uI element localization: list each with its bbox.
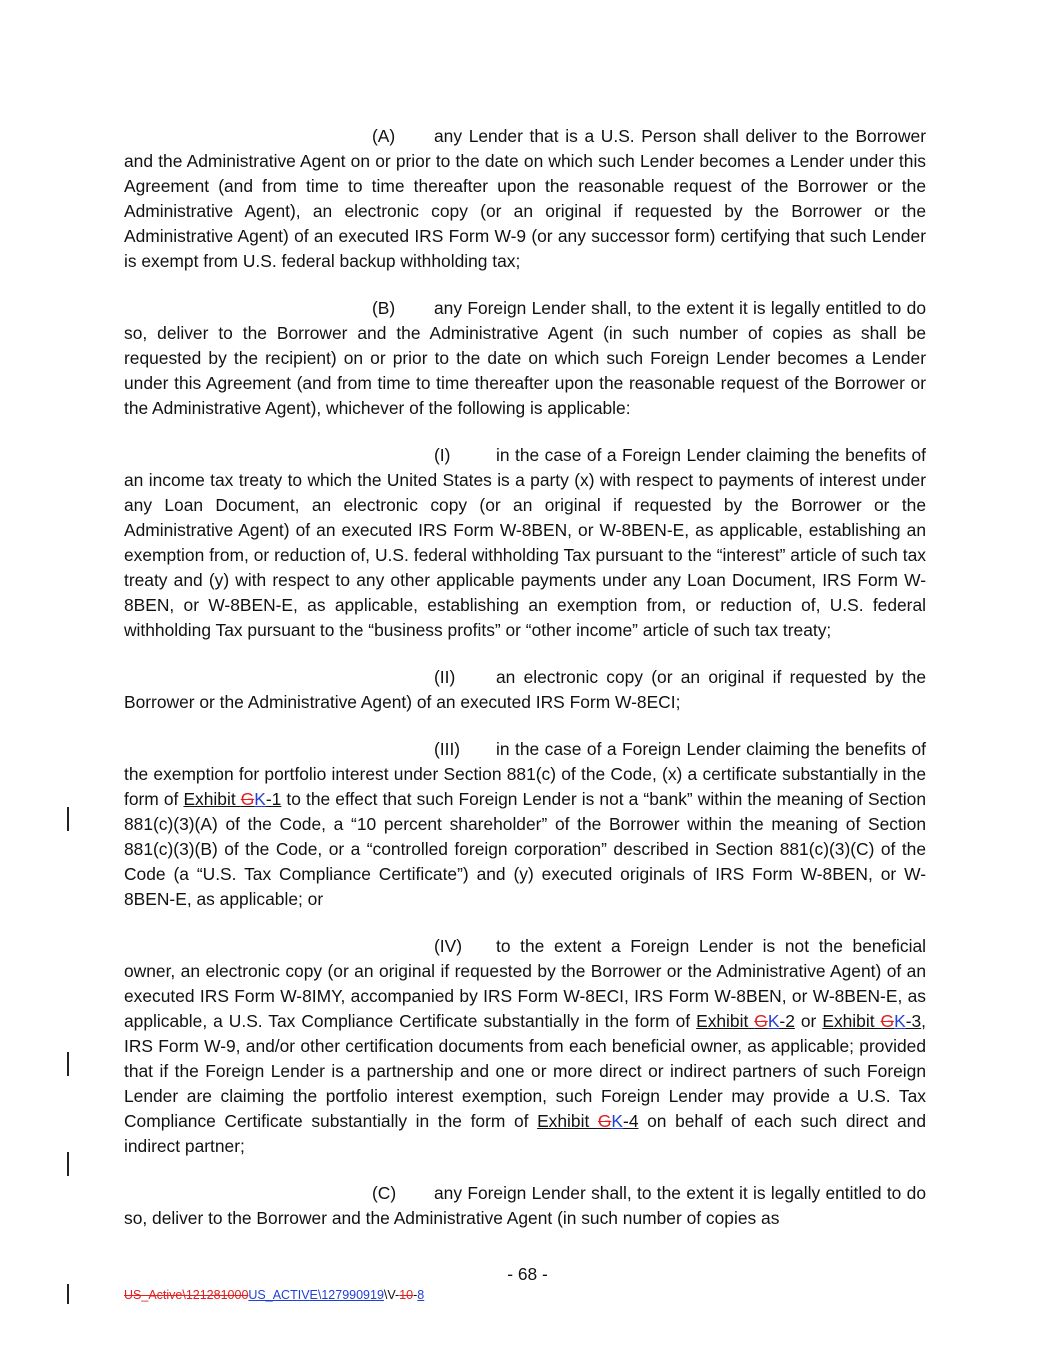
inserted-letter: K <box>894 1011 906 1031</box>
paragraph-a <box>124 124 926 274</box>
paragraph-ii-label: (II) <box>434 667 456 687</box>
paragraph-iii-label: (III) <box>434 739 461 759</box>
paragraph-iv-text-4: on behalf of each such direct and indirect partner; <box>124 1111 926 1156</box>
change-bar <box>67 807 69 831</box>
inserted-letter: K <box>611 1111 624 1131</box>
paragraph-b-label: (B) <box>372 298 396 318</box>
exhibit-k2-reference: Exhibit GK-2 <box>696 1011 795 1031</box>
page-number: - 68 - <box>507 1264 548 1284</box>
deleted-letter: G <box>240 789 255 809</box>
paragraph-c <box>124 1181 926 1231</box>
paragraph-iv-text-1: to the extent a Foreign Lender is not the beneficial owner, an electronic copy (or an original if requested by the Borrower or the Administrative Agent) of an executed IRS Form W-8IMY, accompanied by IRS Form W-8ECI, IRS Form W-8BEN, or W-8BEN-E, as applicable, a U.S. Tax Compliance Certificate substantially in the form of <box>124 936 926 1031</box>
paragraph-i <box>124 443 926 643</box>
paragraph-ii-text: an electronic copy (or an original if requested by the Borrower or the Administrative Agent) of an executed IRS Form W-8ECI; <box>124 667 926 712</box>
exhibit-k1-reference: Exhibit GK-1 <box>183 789 282 809</box>
paragraph-iv-label: (IV) <box>434 936 463 956</box>
footer-inserted-id: US_ACTIVE\127990919 <box>248 1288 384 1302</box>
paragraph-iii-text-2: to the effect that such Foreign Lender is not a “bank” within the meaning of Section 881(c)(3)(A) of the Code, a “10 percent shareholder” of the Borrower within the meaning of Section 881(c)(3)(B) of the Code, or a “controlled foreign corporation” described in Section 881(c)(3)(C) of the Code (a “U.S. Tax Compliance Certificate”) and (y) executed originals of IRS Form W-8BEN, or W-8BEN-E, as applicable; or <box>124 789 926 909</box>
footer-deleted-version: 10 <box>399 1288 414 1302</box>
paragraph-iv <box>124 934 926 1159</box>
inserted-letter: K <box>254 789 266 809</box>
footer-version-prefix: \V- <box>383 1288 400 1302</box>
deleted-letter: G <box>880 1011 895 1031</box>
paragraph-iv-text-2: or <box>794 1011 823 1031</box>
change-bar <box>67 1284 69 1304</box>
paragraph-c-text: any Foreign Lender shall, to the extent it is legally entitled to do so, deliver to the Borrower and the Administrative Agent (in such number of copies as <box>124 1183 926 1228</box>
deleted-letter: G <box>754 1011 768 1031</box>
footer-deleted-id: US_Active\121281000 <box>124 1288 249 1302</box>
deleted-letter: G <box>597 1111 612 1131</box>
paragraph-c-label: (C) <box>372 1183 397 1203</box>
paragraph-iii <box>124 737 926 912</box>
exhibit-k3-reference: Exhibit GK-3 <box>822 1011 922 1031</box>
inserted-letter: K <box>767 1011 780 1031</box>
change-bar <box>67 1152 69 1176</box>
footer-inserted-version: 8 <box>417 1288 425 1302</box>
paragraph-b <box>124 296 926 421</box>
paragraph-b-text: any Foreign Lender shall, to the extent it is legally entitled to do so, deliver to the Borrower and the Administrative Agent (in such number of copies as shall be requested by the recipient) on or prior to the date on which such Foreign Lender becomes a Lender under this Agreement (and from time to time thereafter upon the reasonable request of the Borrower or the Administrative Agent), whichever of the following is applicable: <box>124 298 926 418</box>
exhibit-k4-reference: Exhibit GK-4 <box>537 1111 639 1131</box>
footer-separator: - <box>413 1288 418 1302</box>
paragraph-a-label: (A) <box>372 126 396 146</box>
paragraph-i-text: in the case of a Foreign Lender claiming the benefits of an income tax treaty to which the United States is a party (x) with respect to payments of interest under any Loan Document, an electronic copy (or an original if requested by the Borrower or the Administrative Agent) of an executed IRS Form W-8BEN, or W-8BEN-E, as applicable, establishing an exemption from, or reduction of, U.S. federal withholding Tax pursuant to the “interest” article of such tax treaty and (y) with respect to any other applicable payments under any Loan Document, IRS Form W-8BEN, or W-8BEN-E, as applicable, establishing an exemption from, or reduction of, U.S. federal withholding Tax pursuant to the “business profits” or “other income” article of such tax treaty; <box>124 445 926 640</box>
paragraph-ii <box>124 665 926 715</box>
paragraph-i-label: (I) <box>434 445 451 465</box>
paragraph-iv-text-3: , IRS Form W-9, and/or other certification documents from each beneficial owner, as applicable; provided that if the Foreign Lender is a partnership and one or more direct or indirect partners of such Foreign Lender are claiming the portfolio interest exemption, such Foreign Lender may provide a U.S. Tax Compliance Certificate substantially in the form of <box>124 1011 926 1131</box>
paragraph-iii-text-1: in the case of a Foreign Lender claiming the benefits of the exemption for portfolio interest under Section 881(c) of the Code, (x) a certificate substantially in the form of <box>124 739 926 809</box>
paragraph-a-text: any Lender that is a U.S. Person shall deliver to the Borrower and the Administrative Agent on or prior to the date on which such Lender becomes a Lender under this Agreement (and from time to time thereafter upon the reasonable request of the Borrower or the Administrative Agent), an electronic copy (or an original if requested by the Borrower or the Administrative Agent) of an executed IRS Form W-9 (or any successor form) certifying that such Lender is exempt from U.S. federal backup withholding tax; <box>124 126 926 271</box>
document-body <box>124 124 926 1231</box>
document-footer-id <box>124 1287 424 1303</box>
change-bar <box>67 1052 69 1076</box>
